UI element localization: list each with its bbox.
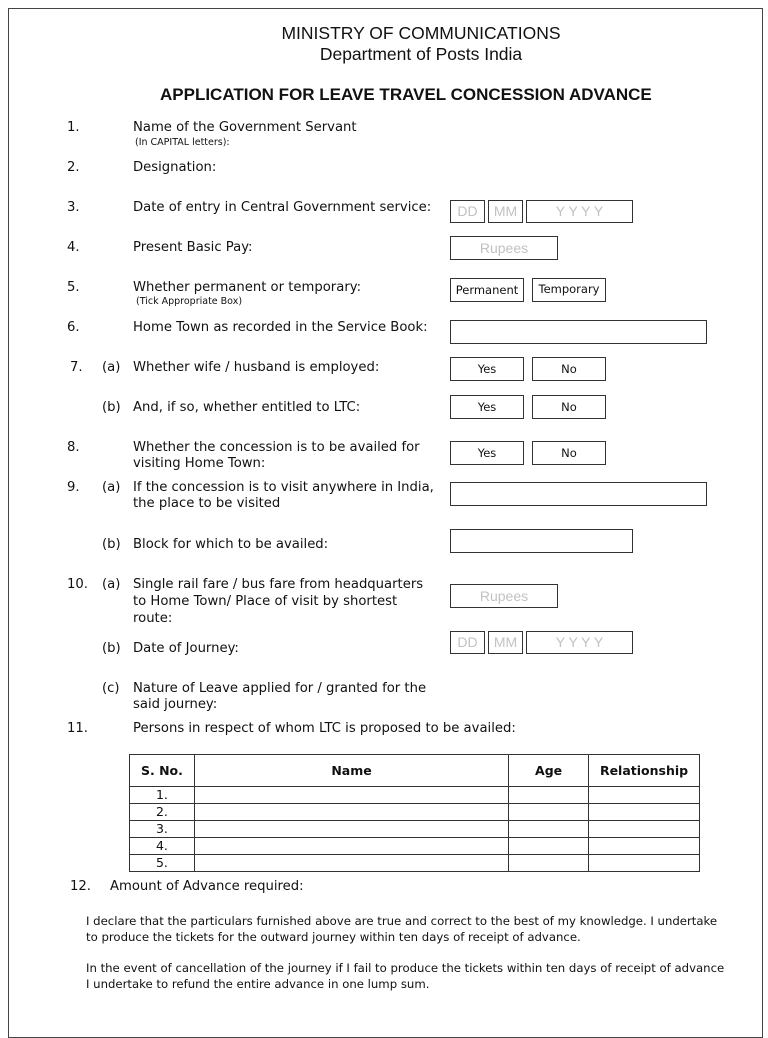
declaration-p1-line1: I declare that the particulars furnished above are true and correct to the best of my knowledge. I undertake: [86, 914, 718, 928]
item-8-number: 8.: [67, 440, 80, 455]
relationship-cell[interactable]: [589, 804, 700, 821]
item-10c-label-line1: Nature of Leave applied for / granted for the: [133, 681, 427, 696]
table-row: [130, 855, 700, 872]
spouse-ltc-no[interactable]: No: [532, 395, 606, 419]
item-10c-label-line2: said journey:: [133, 697, 218, 712]
item-5-note: (Tick Appropriate Box): [136, 296, 243, 307]
item-4-label: Present Basic Pay:: [133, 240, 253, 255]
sno-column-header: S. No.: [130, 755, 195, 787]
item-4-number: 4.: [67, 240, 80, 255]
item-8-label-line2: visiting Home Town:: [133, 456, 266, 471]
fare-placeholder: Rupees: [479, 588, 529, 604]
home-town-field[interactable]: [450, 320, 707, 344]
item-11-number: 11.: [67, 721, 88, 736]
permanent-option[interactable]: Permanent: [450, 278, 524, 302]
age-cell[interactable]: [509, 821, 589, 838]
department-heading: Department of Posts India: [319, 44, 523, 64]
form-title: APPLICATION FOR LEAVE TRAVEL CONCESSION ADVANCE: [160, 85, 652, 104]
journey-date-day-placeholder: DD: [457, 634, 478, 650]
declaration-p1-line2: to produce the tickets for the outward journey within ten days of receipt of advance.: [86, 930, 581, 944]
basic-pay-placeholder: Rupees: [479, 240, 529, 256]
relationship-cell[interactable]: [589, 855, 700, 872]
item-9a-label-line1: If the concession is to visit anywhere in India,: [133, 480, 434, 495]
relationship-cell[interactable]: [589, 787, 700, 804]
item-10a-label-line1: Single rail fare / bus fare from headquarters: [133, 577, 424, 592]
spouse-employed-yes[interactable]: Yes: [450, 357, 524, 381]
item-9-number: 9.: [67, 480, 80, 495]
sno-cell: 3.: [130, 821, 195, 838]
name-cell[interactable]: [194, 804, 508, 821]
relationship-cell[interactable]: [589, 838, 700, 855]
item-10b-label: Date of Journey:: [133, 641, 239, 656]
persons-table: [129, 754, 700, 872]
item-9b-label: Block for which to be availed:: [133, 537, 329, 552]
declaration-p2-line2: I undertake to refund the entire advance in one lump sum.: [86, 977, 430, 991]
sno-cell: 4.: [130, 838, 195, 855]
item-10-number: 10.: [67, 577, 88, 592]
item-11-label: Persons in respect of whom LTC is proposed to be availed:: [133, 721, 516, 736]
age-cell[interactable]: [509, 787, 589, 804]
spouse-ltc-yes[interactable]: Yes: [450, 395, 524, 419]
relationship-column-header: Relationship: [589, 755, 700, 787]
item-2-number: 2.: [67, 160, 80, 175]
ministry-heading: MINISTRY OF COMMUNICATIONS: [281, 23, 561, 43]
table-row: [130, 838, 700, 855]
item-7a-sub: (a): [102, 360, 121, 375]
name-cell[interactable]: [194, 821, 508, 838]
temporary-option[interactable]: Temporary: [532, 278, 606, 302]
item-12-label: Amount of Advance required:: [110, 879, 304, 894]
item-9a-label-line2: the place to be visited: [133, 496, 281, 511]
age-cell[interactable]: [509, 838, 589, 855]
age-cell[interactable]: [509, 855, 589, 872]
item-7b-label: And, if so, whether entitled to LTC:: [133, 400, 361, 415]
table-row: [130, 787, 700, 804]
item-10b-sub: (b): [102, 641, 121, 656]
sno-cell: 2.: [130, 804, 195, 821]
item-5-label: Whether permanent or temporary:: [133, 280, 362, 295]
item-6-number: 6.: [67, 320, 80, 335]
place-to-visit-field[interactable]: [450, 482, 707, 506]
item-10a-sub: (a): [102, 577, 121, 592]
table-row: [130, 821, 700, 838]
item-1-note: (In CAPITAL letters):: [135, 137, 230, 148]
journey-date-month-placeholder: MM: [493, 634, 518, 650]
entry-date-day-placeholder: DD: [457, 203, 478, 219]
item-3-number: 3.: [67, 200, 80, 215]
item-9a-sub: (a): [102, 480, 121, 495]
home-town-no[interactable]: No: [532, 441, 606, 465]
name-column-header: Name: [194, 755, 508, 787]
home-town-yes[interactable]: Yes: [450, 441, 524, 465]
journey-date-year-placeholder: Y Y Y Y: [555, 634, 604, 650]
item-8-label-line1: Whether the concession is to be availed for: [133, 440, 420, 455]
item-5-number: 5.: [67, 280, 80, 295]
declaration-p2-line1: In the event of cancellation of the journey if I fail to produce the tickets within ten days of receipt of advance: [86, 961, 725, 975]
item-10a-label-line3: route:: [133, 611, 173, 626]
item-2-label: Designation:: [133, 160, 217, 175]
entry-date-month-placeholder: MM: [493, 203, 518, 219]
sno-cell: 1.: [130, 787, 195, 804]
item-7b-sub: (b): [102, 400, 121, 415]
age-column-header: Age: [509, 755, 589, 787]
item-9b-sub: (b): [102, 537, 121, 552]
name-cell[interactable]: [194, 838, 508, 855]
item-12-number: 12.: [70, 879, 91, 894]
item-1-number: 1.: [67, 120, 80, 135]
item-3-label: Date of entry in Central Government service:: [133, 200, 432, 215]
item-7a-label: Whether wife / husband is employed:: [133, 360, 380, 375]
spouse-employed-no[interactable]: No: [532, 357, 606, 381]
item-10a-label-line2: to Home Town/ Place of visit by shortest: [133, 594, 398, 609]
block-field[interactable]: [450, 529, 633, 553]
entry-date-year-placeholder: Y Y Y Y: [555, 203, 604, 219]
table-row: [130, 804, 700, 821]
name-cell[interactable]: [194, 855, 508, 872]
sno-cell: 5.: [130, 855, 195, 872]
item-7-number: 7.: [70, 360, 83, 375]
item-1-label: Name of the Government Servant: [133, 120, 357, 135]
name-cell[interactable]: [194, 787, 508, 804]
persons-table-header-row: [130, 755, 700, 787]
age-cell[interactable]: [509, 804, 589, 821]
item-6-label: Home Town as recorded in the Service Book:: [133, 320, 428, 335]
item-10c-sub: (c): [102, 681, 120, 696]
relationship-cell[interactable]: [589, 821, 700, 838]
